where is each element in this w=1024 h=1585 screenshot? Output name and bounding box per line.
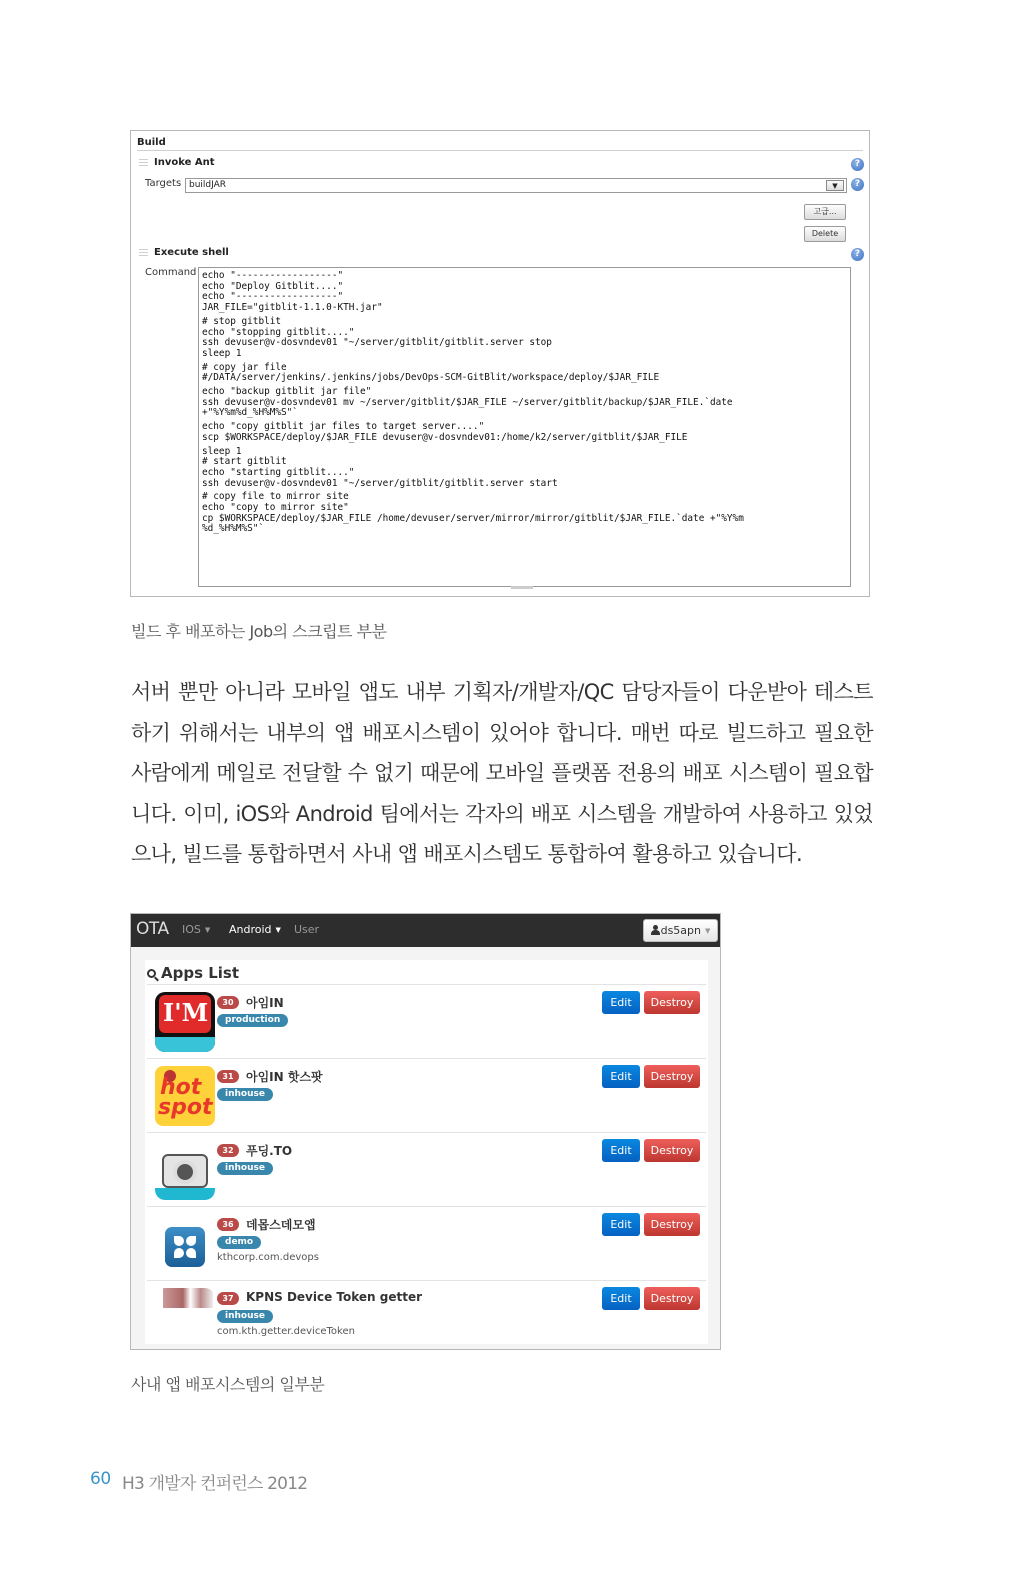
app-id-badge: 30 xyxy=(217,996,239,1009)
targets-label: Targets xyxy=(145,178,182,189)
command-line: sleep 1 xyxy=(202,347,242,359)
ota-caption: 사내 앱 배포시스템의 일부분 xyxy=(131,1375,325,1394)
camera-icon-lens xyxy=(173,1160,197,1184)
command-line: ssh devuser@v-dosvndev01 "~/server/gitblit/gitblit.server stop xyxy=(202,337,552,349)
search-icon xyxy=(147,969,156,978)
nav-item-user[interactable] xyxy=(294,923,319,936)
kpns-icon-strip xyxy=(163,1288,213,1308)
page-number: 60 xyxy=(90,1469,111,1489)
demo-icon-petal xyxy=(174,1248,184,1258)
brand-logo[interactable]: OTA xyxy=(136,919,169,939)
command-line: # start gitblit xyxy=(202,456,287,468)
im-icon-base xyxy=(155,1037,215,1052)
command-line: echo "------------------" xyxy=(202,291,344,303)
app-row xyxy=(147,1058,706,1132)
advanced-button[interactable]: 고급... xyxy=(804,204,846,220)
user-icon xyxy=(651,925,660,935)
app-row xyxy=(147,984,706,1058)
caret-down-icon: ▼ xyxy=(275,926,281,934)
invoke-ant-header xyxy=(139,157,215,168)
destroy-button[interactable]: Destroy xyxy=(644,991,700,1014)
edit-button[interactable]: Edit xyxy=(602,1213,640,1236)
nav-label: Android xyxy=(229,923,272,936)
app-row xyxy=(147,1280,706,1350)
edit-button[interactable]: Edit xyxy=(602,1287,640,1310)
command-line: # copy file to mirror site xyxy=(202,491,349,503)
nav-item-ios[interactable] xyxy=(182,923,210,936)
nav-item-android[interactable] xyxy=(229,923,281,936)
demo-icon-petal xyxy=(186,1248,196,1258)
command-line: echo "Deploy Gitblit...." xyxy=(202,280,344,292)
app-id-badge: 37 xyxy=(217,1292,239,1305)
hotspot-icon-lettering: hot xyxy=(160,1075,202,1100)
app-type-badge: production xyxy=(217,1014,288,1027)
command-line: sleep 1 xyxy=(202,445,242,457)
command-line: +"%Y%m%d_%H%M%S"` xyxy=(202,407,298,419)
destroy-button[interactable]: Destroy xyxy=(644,1065,700,1088)
im-icon-lettering: I'M xyxy=(163,998,209,1027)
build-section-title: Build xyxy=(137,137,166,148)
app-name[interactable]: 푸딩.TO xyxy=(246,1144,293,1158)
nav-label: User xyxy=(294,923,320,936)
execute-shell-title: Execute shell xyxy=(154,247,229,258)
command-line: scp $WORKSPACE/deploy/$JAR_FILE devuser@v-dosvndev01:/home/k2/server/gitblit/$JAR_FILE xyxy=(202,431,688,443)
demo-icon-tile xyxy=(165,1227,205,1267)
top-navbar xyxy=(131,914,720,947)
execute-shell-header xyxy=(139,247,229,258)
delete-button[interactable]: Delete xyxy=(804,226,846,242)
command-label: Command xyxy=(145,267,197,278)
app-row xyxy=(147,1132,706,1206)
chevron-down-icon[interactable]: ▼ xyxy=(826,180,844,191)
command-line: ssh devuser@v-dosvndev01 mv ~/server/gitblit/$JAR_FILE ~/server/gitblit/backup/$JAR_FILE.`date xyxy=(202,396,733,408)
caret-down-icon: ▼ xyxy=(204,926,211,934)
command-line: echo "copy gitblit jar files to target server...." xyxy=(202,421,485,433)
hotspot-icon-lettering: spot xyxy=(158,1095,213,1120)
app-name[interactable]: 아임IN xyxy=(246,996,284,1010)
destroy-button[interactable]: Destroy xyxy=(644,1213,700,1236)
help-icon[interactable]: ? xyxy=(851,158,864,171)
command-line: #/DATA/server/jenkins/.jenkins/jobs/DevOps-SCM-GitBlit/workspace/deploy/$JAR_FILE xyxy=(202,372,660,384)
jenkins-build-screenshot xyxy=(130,130,870,597)
drag-handle-icon[interactable] xyxy=(139,157,148,166)
user-menu-button[interactable] xyxy=(643,919,718,942)
textarea-resize-handle[interactable] xyxy=(511,586,533,589)
app-row xyxy=(147,1206,706,1280)
apps-list-title: Apps List xyxy=(161,964,240,982)
apps-panel xyxy=(145,960,708,1344)
invoke-ant-title: Invoke Ant xyxy=(154,157,215,168)
command-line: ssh devuser@v-dosvndev01 "~/server/gitblit/gitblit.server start xyxy=(202,477,558,489)
demo-icon-petal xyxy=(186,1236,196,1246)
hotspot-icon[interactable] xyxy=(155,1066,215,1126)
command-textarea[interactable] xyxy=(198,267,851,587)
command-line: # stop gitblit xyxy=(202,315,282,327)
command-line: echo "starting gitblit...." xyxy=(202,466,355,478)
user-name: ds5apn xyxy=(660,924,702,937)
command-line: # copy jar file xyxy=(202,361,287,373)
app-type-badge: inhouse xyxy=(217,1162,273,1175)
app-id-badge: 32 xyxy=(217,1144,239,1157)
apps-list-heading xyxy=(147,964,239,982)
command-line: JAR_FILE="gitblit-1.1.0-KTH.jar" xyxy=(202,302,383,314)
command-line: cp $WORKSPACE/deploy/$JAR_FILE /home/devuser/server/mirror/mirror/gitblit/$JAR_FILE.`date +"%Y%m xyxy=(202,512,744,524)
edit-button[interactable]: Edit xyxy=(602,1065,640,1088)
app-name[interactable]: KPNS Device Token getter xyxy=(246,1290,423,1304)
bundle-id: kthcorp.com.devops xyxy=(217,1252,319,1263)
edit-button[interactable]: Edit xyxy=(602,991,640,1014)
app-type-badge: inhouse xyxy=(217,1088,273,1101)
command-line: echo "copy to mirror site" xyxy=(202,502,349,514)
body-paragraph: 서버 뿐만 아니라 모바일 앱도 내부 기획자/개발자/QC 담당자들이 다운받아 테스트하기 위해서는 내부의 앱 배포시스템이 있어야 합니다. 매번 따로 빌드하고 필요한 사람에게 메일로 전달할 수 없기 때문에 모바일 플랫폼 전용의 배포 시스템이 필요합니다. 이미, iOS와 Android 팀에서는 각자의 배포 시스템을 개발하여 사용하고 있었으나, 빌드를 통합하면서 사내 앱 배포시스템도 통합하여 활용하고 있습니다. xyxy=(131,680,873,867)
publication-title: H3 개발자 컨퍼런스 2012 xyxy=(122,1474,308,1494)
help-icon[interactable]: ? xyxy=(851,178,864,191)
caret-down-icon: ▼ xyxy=(705,927,711,935)
nav-label: IOS xyxy=(182,923,201,936)
camera-icon-base xyxy=(155,1188,215,1200)
drag-handle-icon[interactable] xyxy=(139,247,148,256)
jenkins-caption: 빌드 후 배포하는 Job의 스크립트 부분 xyxy=(131,622,387,641)
edit-button[interactable]: Edit xyxy=(602,1139,640,1162)
command-line: echo "backup gitblit jar file" xyxy=(202,386,372,398)
command-line: echo "------------------" xyxy=(202,270,344,281)
help-icon[interactable]: ? xyxy=(851,248,864,261)
im-icon[interactable] xyxy=(155,992,215,1052)
destroy-button[interactable]: Destroy xyxy=(644,1139,700,1162)
demo-icon-petal xyxy=(174,1236,184,1246)
destroy-button[interactable]: Destroy xyxy=(644,1287,700,1310)
ota-screenshot xyxy=(130,913,721,1350)
app-name[interactable]: 아임IN 핫스팟 xyxy=(246,1070,323,1084)
camera-icon[interactable] xyxy=(155,1140,215,1200)
kpns-icon[interactable] xyxy=(155,1288,215,1348)
app-id-badge: 31 xyxy=(217,1070,239,1083)
command-line: echo "stopping gitblit...." xyxy=(202,326,355,338)
targets-value: buildJAR xyxy=(189,180,227,190)
targets-field[interactable] xyxy=(185,178,847,193)
bundle-id: com.kth.getter.deviceToken xyxy=(217,1326,355,1337)
app-id-badge: 36 xyxy=(217,1218,239,1231)
app-type-badge: demo xyxy=(217,1236,261,1249)
demo-flower-icon[interactable] xyxy=(155,1214,215,1274)
app-name[interactable]: 데몹스데모앱 xyxy=(246,1218,316,1232)
app-type-badge: inhouse xyxy=(217,1310,273,1323)
build-divider xyxy=(137,150,863,151)
command-line: %d_%H%M%S"` xyxy=(202,523,265,535)
